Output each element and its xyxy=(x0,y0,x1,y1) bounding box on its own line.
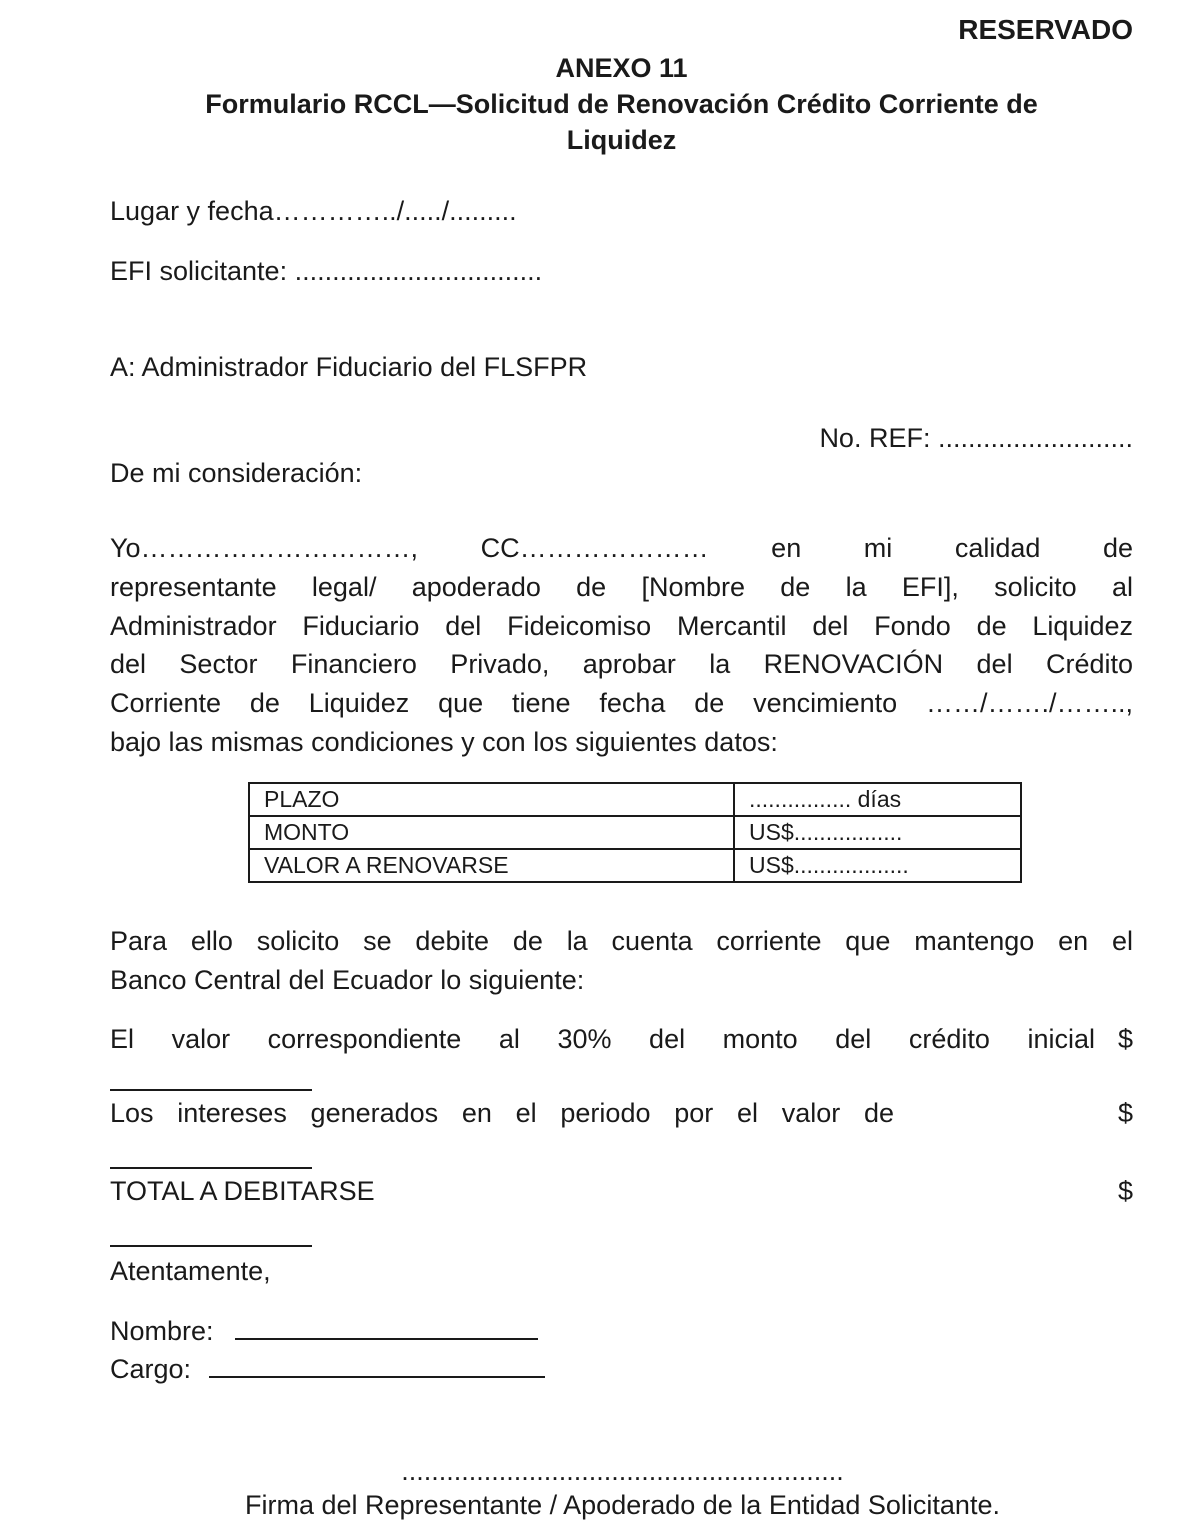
debit-paragraph xyxy=(110,922,1133,1000)
addressee: A: Administrador Fiduciario del FLSFPR xyxy=(110,352,588,382)
table-cell-value: US$.................. xyxy=(734,849,1021,882)
paragraph-line: Para ello solicito se debite de la cuenta corriente que mantengo en el xyxy=(110,926,1133,956)
table-row xyxy=(249,783,1021,816)
reference-number-field: No. REF: .......................... xyxy=(819,423,1133,453)
debit-item-initial-credit xyxy=(110,1020,1133,1059)
request-paragraph xyxy=(110,529,1133,762)
efi-applicant-field: EFI solicitante: ................................. xyxy=(110,256,543,286)
paragraph-line: representante legal/ apoderado de [Nombre de la EFI], solicito al xyxy=(110,571,1133,602)
amount-blank-line xyxy=(110,1167,312,1169)
table-row xyxy=(249,816,1021,849)
debit-total-label: TOTAL A DEBITARSE xyxy=(110,1176,375,1206)
currency-symbol: $ xyxy=(1117,1176,1133,1206)
paragraph-line: Corriente de Liquidez que tiene fecha de vencimiento ……/……./…….., xyxy=(110,688,1133,719)
classification-label: RESERVADO xyxy=(958,14,1133,45)
renewal-data-table xyxy=(248,782,1022,883)
table-row xyxy=(249,849,1021,882)
currency-symbol: $ xyxy=(1117,1024,1133,1054)
table-cell-value: ................ días xyxy=(734,783,1021,816)
table-cell-label: VALOR A RENOVARSE xyxy=(249,849,734,882)
paragraph-line: Administrador Fiduciario del Fideicomiso Mercantil del Fondo de Liquidez xyxy=(110,610,1133,641)
name-label: Nombre: xyxy=(110,1316,214,1346)
debit-item-label: Los intereses generados en el periodo por el valor de xyxy=(110,1098,894,1128)
amount-blank-line xyxy=(110,1245,312,1247)
form-title-continued: Liquidez xyxy=(566,125,677,155)
position-field xyxy=(110,1352,545,1385)
paragraph-line: Banco Central del Ecuador lo siguiente: xyxy=(110,964,585,995)
table-cell-label: PLAZO xyxy=(249,783,734,816)
paragraph-line: Yo…………………………, CC………………… en mi calidad de xyxy=(110,533,1133,563)
position-label: Cargo: xyxy=(110,1354,192,1384)
table-cell-label: MONTO xyxy=(249,816,734,849)
paragraph-line: del Sector Financiero Privado, aprobar la RENOVACIÓN del Crédito xyxy=(110,649,1133,680)
annex-number: ANEXO 11 xyxy=(555,53,688,83)
debit-item-interest xyxy=(110,1098,894,1129)
signature-caption: Firma del Representante / Apoderado de la Entidad Solicitante. xyxy=(245,1490,1000,1520)
debit-item-label: El valor correspondiente al 30% del monto del crédito inicial xyxy=(110,1024,1095,1054)
salutation: De mi consideración: xyxy=(110,458,363,488)
name-field xyxy=(110,1314,538,1347)
currency-symbol: $ xyxy=(1117,1098,1133,1128)
name-blank-line xyxy=(235,1314,538,1340)
form-title: Formulario RCCL—Solicitud de Renovación Crédito Corriente de xyxy=(205,89,1038,119)
table-cell-value: US$................. xyxy=(734,816,1021,849)
place-date-field: Lugar y fecha…………../...../......... xyxy=(110,196,517,226)
closing-greeting: Atentamente, xyxy=(110,1256,271,1286)
position-blank-line xyxy=(209,1352,545,1378)
paragraph-line: bajo las mismas condiciones y con los siguientes datos: xyxy=(110,726,778,757)
signature-line: ........................................................... xyxy=(401,1456,844,1486)
amount-blank-line xyxy=(110,1089,312,1091)
